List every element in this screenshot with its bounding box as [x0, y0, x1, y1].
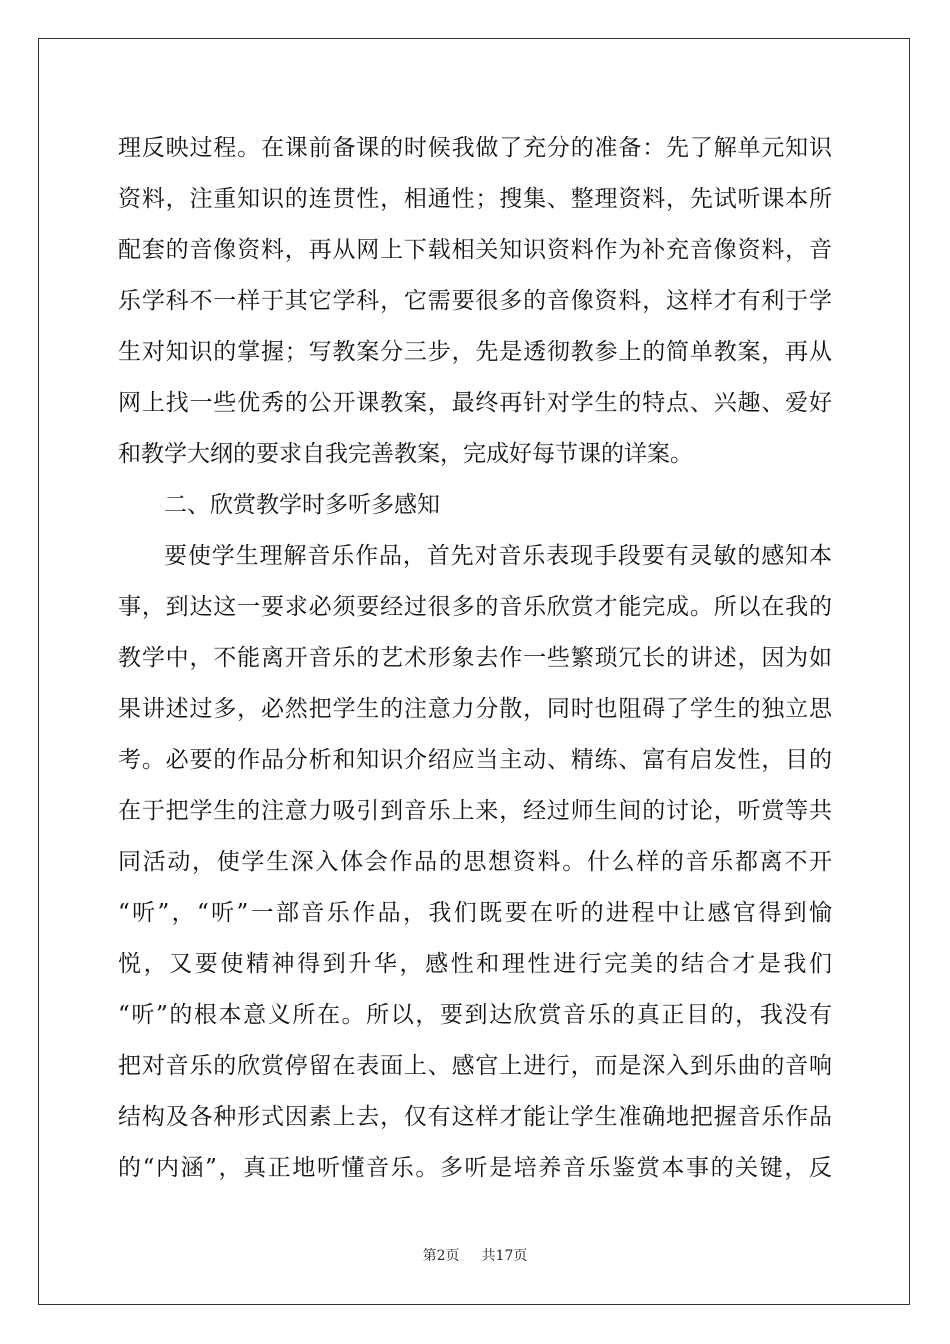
text-line: 要使学生理解音乐作品，首先对音乐表现手段要有灵敏的感知本	[164, 543, 832, 569]
text-line: 悦，又要使精神得到升华，感性和理性进行完美的结合才是我们	[118, 951, 832, 977]
page-footer	[0, 1245, 950, 1265]
text-line: 和教学大纲的要求自我完善教案，完成好每节课的详案。	[118, 441, 693, 467]
text-line: 在于把学生的注意力吸引到音乐上来，经过师生间的讨论，听赏等共	[118, 798, 832, 824]
text-line: 乐学科不一样于其它学科，它需要很多的音像资料，这样才有利于学	[118, 288, 832, 314]
text-line: “听”的根本意义所在。所以，要到达欣赏音乐的真正目的，我没有	[118, 1002, 832, 1028]
text-line: 的“内涵”，真正地听懂音乐。多听是培养音乐鉴赏本事的关键，反	[118, 1155, 832, 1181]
text-line: 网上找一些优秀的公开课教案，最终再针对学生的特点、兴趣、爱好	[118, 390, 832, 416]
text-line: 配套的音像资料，再从网上下载相关知识资料作为补充音像资料，音	[118, 237, 832, 263]
text-line: “听”，“听”一部音乐作品，我们既要在听的进程中让感官得到愉	[118, 900, 832, 926]
text-line: 结构及各种形式因素上去，仅有这样才能让学生准确地把握音乐作品	[118, 1104, 832, 1130]
section-heading: 二、欣赏教学时多听多感知	[164, 492, 440, 518]
text-line: 考。必要的作品分析和知识介绍应当主动、精练、富有启发性，目的	[118, 747, 832, 773]
text-line: 理反映过程。在课前备课的时候我做了充分的准备：先了解单元知识	[118, 135, 832, 161]
total-pages: 共17页	[481, 1248, 528, 1264]
text-line: 事，到达这一要求必须要经过很多的音乐欣赏才能完成。所以在我的	[118, 594, 832, 620]
text-line: 生对知识的掌握；写教案分三步，先是透彻教参上的简单教案，再从	[118, 339, 832, 365]
text-line: 把对音乐的欣赏停留在表面上、感官上进行，而是深入到乐曲的音响	[118, 1053, 832, 1079]
text-line: 资料，注重知识的连贯性，相通性；搜集、整理资料，先试听课本所	[118, 186, 832, 212]
text-line: 同活动，使学生深入体会作品的思想资料。什么样的音乐都离不开	[118, 849, 832, 875]
text-line: 果讲述过多，必然把学生的注意力分散，同时也阻碍了学生的独立思	[118, 696, 832, 722]
text-line: 教学中，不能离开音乐的艺术形象去作一些繁琐冗长的讲述，因为如	[118, 645, 832, 671]
page-number: 第2页	[422, 1248, 460, 1264]
